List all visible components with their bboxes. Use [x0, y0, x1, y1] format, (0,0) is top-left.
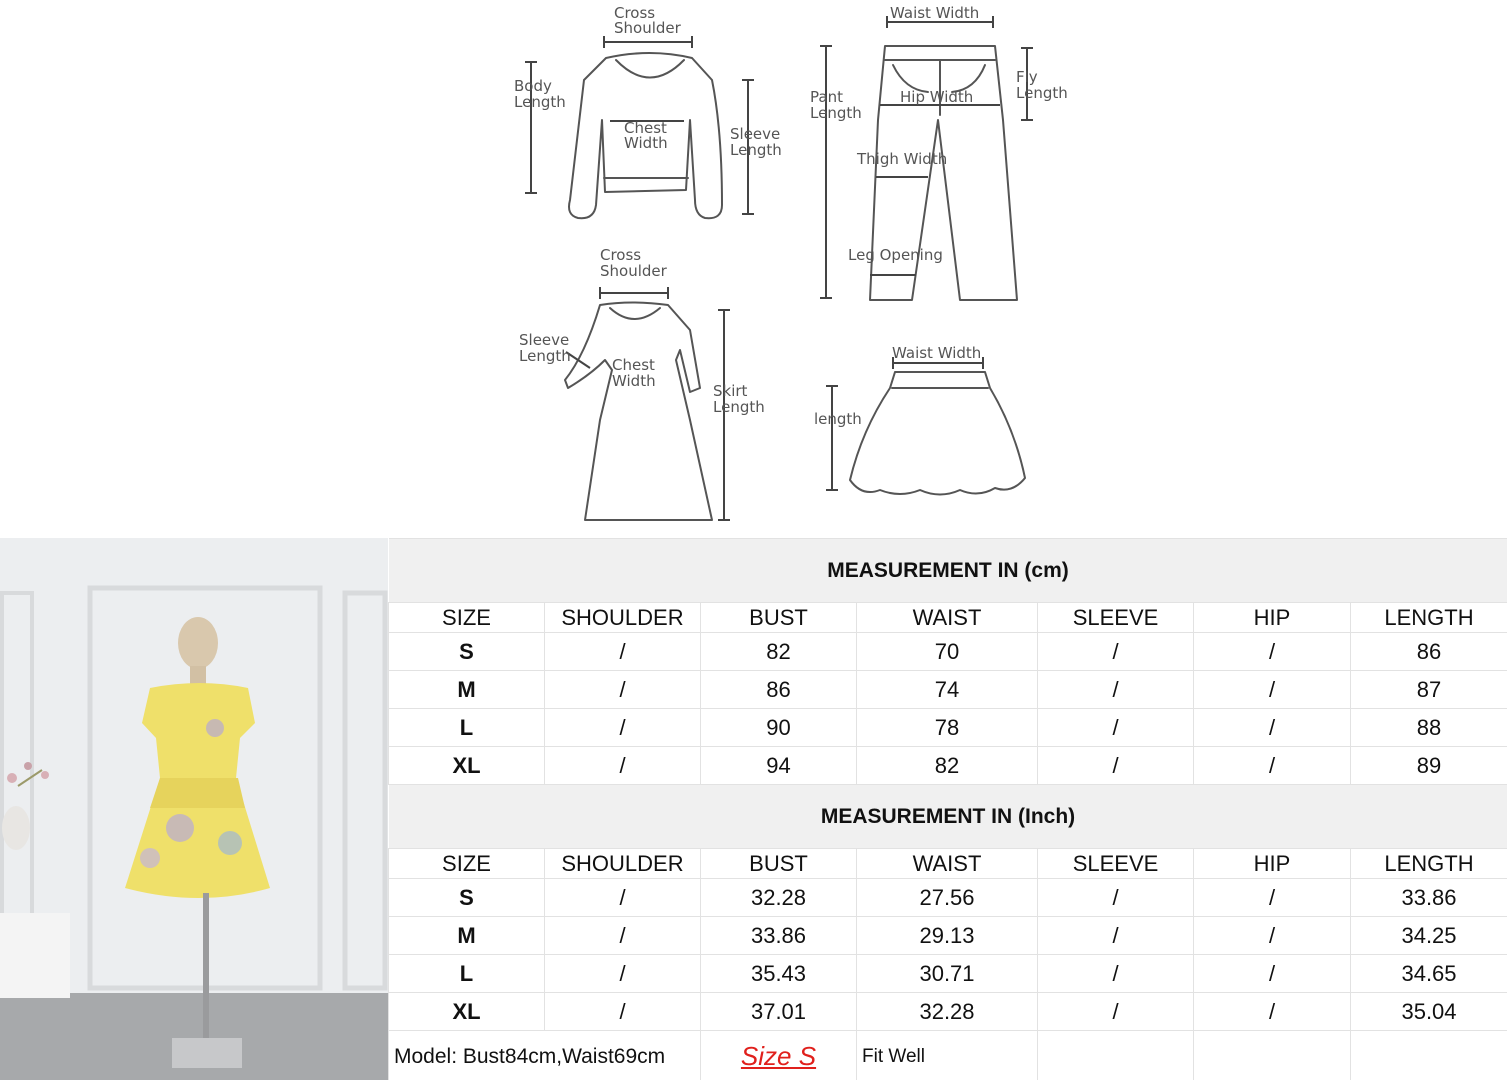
cm-size-cell: XL — [389, 747, 545, 785]
table-cell: 29.13 — [857, 917, 1038, 955]
cm-size-cell: L — [389, 709, 545, 747]
skirt-length-label: length — [814, 410, 862, 428]
cm-header-length: LENGTH — [1351, 603, 1507, 633]
table-cell: / — [1194, 633, 1351, 671]
table-cell: 86 — [1351, 633, 1507, 671]
table-cell: 37.01 — [701, 993, 857, 1031]
inch-header-size: SIZE — [389, 849, 545, 879]
table-cell: 74 — [857, 671, 1038, 709]
table-cell: / — [1194, 879, 1351, 917]
cm-header-shoulder: SHOULDER — [545, 603, 701, 633]
cm-size-cell: S — [389, 633, 545, 671]
top-chest-label-2: Width — [624, 134, 668, 152]
cm-header-waist: WAIST — [857, 603, 1038, 633]
top-cross-label-1: Cross — [614, 4, 656, 22]
top-body-label-2: Length — [514, 93, 566, 111]
table-cell: / — [545, 709, 701, 747]
table-cell: / — [1194, 917, 1351, 955]
table-cell: 70 — [857, 633, 1038, 671]
table-cell: / — [1038, 747, 1194, 785]
cm-header-hip: HIP — [1194, 603, 1351, 633]
table-cell: / — [1194, 709, 1351, 747]
table-cell: / — [1194, 747, 1351, 785]
dress-diagram — [519, 246, 765, 520]
inch-header-sleeve: SLEEVE — [1038, 849, 1194, 879]
inch-header-row — [389, 849, 1507, 879]
table-cell: 87 — [1351, 671, 1507, 709]
model-measurements: Model: Bust84cm,Waist69cm — [389, 1031, 701, 1080]
inch-header-hip: HIP — [1194, 849, 1351, 879]
top-body-label-1: Body — [514, 77, 552, 95]
table-cell: / — [1038, 671, 1194, 709]
pants-diagram — [810, 4, 1068, 300]
dress-skirt-label-1: Skirt — [713, 382, 748, 400]
table-cell: 35.43 — [701, 955, 857, 993]
table-cell: 88 — [1351, 709, 1507, 747]
table-row — [389, 633, 1507, 671]
top-diagram — [514, 4, 782, 218]
table-row — [389, 879, 1507, 917]
table-row — [389, 709, 1507, 747]
table-cell: / — [1194, 671, 1351, 709]
table-cell: 32.28 — [701, 879, 857, 917]
table-cell: / — [545, 671, 701, 709]
pants-waist-label: Waist Width — [890, 4, 980, 22]
top-sleeve-label-1: Sleeve — [730, 125, 781, 143]
measurement-diagram — [0, 0, 1507, 538]
product-photo — [0, 538, 388, 1080]
dress-sleeve-label-2: Length — [519, 347, 571, 365]
inch-size-cell: XL — [389, 993, 545, 1031]
table-cell: 34.25 — [1351, 917, 1507, 955]
pants-thigh-label: Thigh Width — [857, 150, 948, 168]
pants-leg-label: Leg Opening — [848, 246, 943, 264]
table-cell: / — [545, 633, 701, 671]
table-cell: / — [545, 993, 701, 1031]
inch-table-title: MEASUREMENT IN (Inch) — [389, 785, 1507, 849]
pants-hip-label: Hip Width — [900, 88, 974, 106]
table-row — [389, 993, 1507, 1031]
table-cell: 35.04 — [1351, 993, 1507, 1031]
table-cell: 34.65 — [1351, 955, 1507, 993]
table-cell: 32.28 — [857, 993, 1038, 1031]
inch-header-shoulder: SHOULDER — [545, 849, 701, 879]
table-cell: 78 — [857, 709, 1038, 747]
cm-header-size: SIZE — [389, 603, 545, 633]
table-cell: 90 — [701, 709, 857, 747]
dress-chest-label-2: Width — [612, 372, 656, 390]
table-row — [389, 917, 1507, 955]
dress-skirt-label-2: Length — [713, 398, 765, 416]
table-row — [389, 955, 1507, 993]
table-cell: 82 — [857, 747, 1038, 785]
inch-size-cell: M — [389, 917, 545, 955]
table-cell: 33.86 — [1351, 879, 1507, 917]
pants-length-label-1: Pant — [810, 88, 843, 106]
cm-header-sleeve: SLEEVE — [1038, 603, 1194, 633]
table-cell: / — [1194, 955, 1351, 993]
pants-fly-label-1: Fly — [1016, 68, 1038, 86]
empty-cell — [1038, 1031, 1194, 1080]
top-shoulder-label-2: Shoulder — [614, 19, 681, 37]
dress-cross-label-1: Cross — [600, 246, 642, 264]
table-cell: / — [1038, 879, 1194, 917]
model-note-row — [389, 1031, 1507, 1080]
table-cell: / — [1038, 955, 1194, 993]
table-cell: 82 — [701, 633, 857, 671]
table-cell: 94 — [701, 747, 857, 785]
size-chart-table — [388, 538, 1507, 1080]
top-chest-label-1: Chest — [624, 119, 667, 137]
table-cell: 86 — [701, 671, 857, 709]
mannequin-dress-image — [0, 538, 388, 1080]
inch-header-waist: WAIST — [857, 849, 1038, 879]
empty-cell — [1351, 1031, 1507, 1080]
dress-sleeve-label-1: Sleeve — [519, 331, 570, 349]
table-cell: / — [545, 917, 701, 955]
table-cell: 89 — [1351, 747, 1507, 785]
empty-cell — [1194, 1031, 1351, 1080]
size-chart — [388, 538, 1507, 1080]
garment-diagrams — [0, 0, 1507, 538]
model-size: Size S — [701, 1031, 857, 1080]
dress-shoulder-label-2: Shoulder — [600, 262, 667, 280]
inch-size-cell: L — [389, 955, 545, 993]
cm-size-cell: M — [389, 671, 545, 709]
inch-header-length: LENGTH — [1351, 849, 1507, 879]
table-cell: / — [545, 747, 701, 785]
inch-header-bust: BUST — [701, 849, 857, 879]
skirt-waist-label: Waist Width — [892, 344, 982, 362]
table-cell: 33.86 — [701, 917, 857, 955]
skirt-diagram — [814, 344, 1025, 495]
table-cell: 30.71 — [857, 955, 1038, 993]
cm-header-bust: BUST — [701, 603, 857, 633]
table-cell: / — [1038, 917, 1194, 955]
fit-note: Fit Well — [857, 1031, 1038, 1080]
top-sleeve-label-2: Length — [730, 141, 782, 159]
table-cell: / — [1038, 709, 1194, 747]
table-cell: 27.56 — [857, 879, 1038, 917]
table-cell: / — [1038, 993, 1194, 1031]
pants-length-label-2: Length — [810, 104, 862, 122]
dress-chest-label-1: Chest — [612, 356, 655, 374]
pants-fly-label-2: Length — [1016, 84, 1068, 102]
cm-table-title: MEASUREMENT IN (cm) — [389, 539, 1507, 603]
cm-header-row — [389, 603, 1507, 633]
table-row — [389, 671, 1507, 709]
inch-size-cell: S — [389, 879, 545, 917]
table-cell: / — [1038, 633, 1194, 671]
table-cell: / — [1194, 993, 1351, 1031]
table-cell: / — [545, 879, 701, 917]
table-cell: / — [545, 955, 701, 993]
table-row — [389, 747, 1507, 785]
